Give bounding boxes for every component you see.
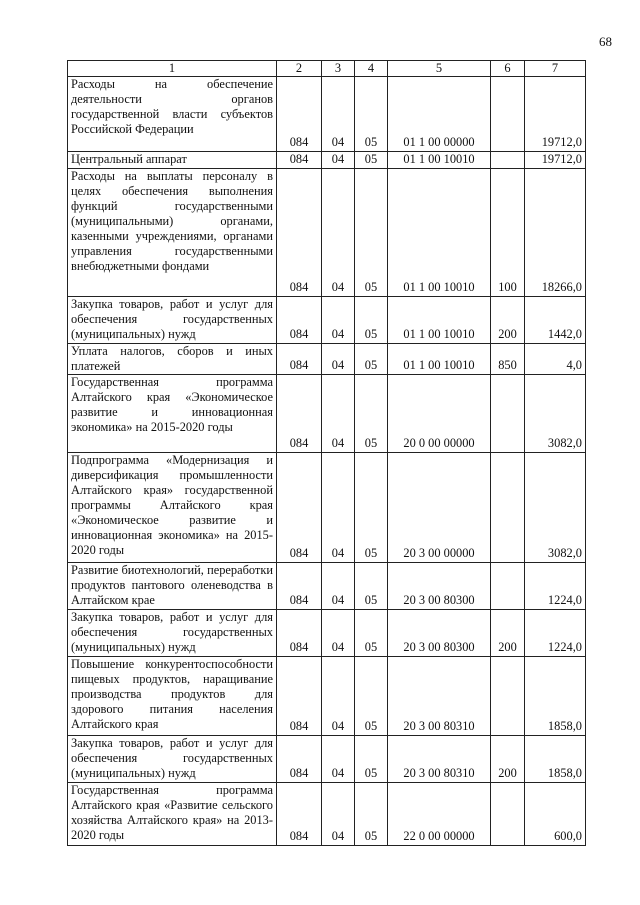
row-name: Центральный аппарат (68, 152, 277, 169)
subsection-code: 05 (355, 563, 388, 610)
expense-type-code (491, 375, 525, 453)
row-name: Расходы на обеспечение деятельности органов государственной власти субъектов Российской Федерации (68, 77, 277, 152)
ministry-code: 084 (277, 610, 322, 657)
amount: 1224,0 (525, 610, 586, 657)
subsection-code: 05 (355, 610, 388, 657)
ministry-code: 084 (277, 375, 322, 453)
expense-type-code: 100 (491, 169, 525, 297)
target-article-code: 20 3 00 80300 (388, 563, 491, 610)
ministry-code: 084 (277, 657, 322, 736)
page-number: 68 (599, 34, 612, 49)
target-article-code: 20 3 00 80310 (388, 657, 491, 736)
subsection-code: 05 (355, 77, 388, 152)
table-row (68, 297, 586, 344)
target-article-code: 01 1 00 10010 (388, 152, 491, 169)
row-name: Закупка товаров, работ и услуг для обеспечения государственных (муниципальных) нужд (68, 610, 277, 657)
table-row (68, 375, 586, 453)
subsection-code: 05 (355, 375, 388, 453)
subsection-code: 05 (355, 453, 388, 563)
column-header: 7 (525, 61, 586, 77)
subsection-code: 05 (355, 736, 388, 783)
target-article-code: 01 1 00 00000 (388, 77, 491, 152)
expense-type-code: 200 (491, 610, 525, 657)
section-code: 04 (322, 657, 355, 736)
target-article-code: 20 3 00 80310 (388, 736, 491, 783)
target-article-code: 01 1 00 10010 (388, 344, 491, 375)
section-code: 04 (322, 77, 355, 152)
subsection-code: 05 (355, 344, 388, 375)
column-header: 5 (388, 61, 491, 77)
budget-table (67, 60, 586, 846)
subsection-code: 05 (355, 657, 388, 736)
expense-type-code (491, 563, 525, 610)
target-article-code: 22 0 00 00000 (388, 783, 491, 846)
row-name: Закупка товаров, работ и услуг для обеспечения государственных (муниципальных) нужд (68, 736, 277, 783)
section-code: 04 (322, 610, 355, 657)
table-row (68, 453, 586, 563)
expense-type-code (491, 77, 525, 152)
row-name: Развитие биотехнологий, переработки продуктов пантового оленеводства в Алтайском крае (68, 563, 277, 610)
amount: 3082,0 (525, 453, 586, 563)
ministry-code: 084 (277, 77, 322, 152)
ministry-code: 084 (277, 453, 322, 563)
section-code: 04 (322, 169, 355, 297)
row-name: Подпрограмма «Модернизация и диверсификация промышленности Алтайского края» государственной программы Алтайского края «Экономическое развитие и инновационная экономика» на 2015-2020 годы (68, 453, 277, 563)
table-row (68, 563, 586, 610)
target-article-code: 20 3 00 80300 (388, 610, 491, 657)
expense-type-code: 200 (491, 297, 525, 344)
row-name: Закупка товаров, работ и услуг для обеспечения государственных (муниципальных) нужд (68, 297, 277, 344)
row-name: Повышение конкурентоспособности пищевых продуктов, наращивание производства продуктов для здорового питания населения Алтайского края (68, 657, 277, 736)
amount: 1224,0 (525, 563, 586, 610)
section-code: 04 (322, 152, 355, 169)
subsection-code: 05 (355, 783, 388, 846)
expense-type-code (491, 152, 525, 169)
table-row (68, 169, 586, 297)
expense-type-code (491, 657, 525, 736)
row-name: Расходы на выплаты персоналу в целях обеспечения выполнения функций государственными (муниципальными) органами, казенными учреждениями, органами управления государственными внебюджетными фондами (68, 169, 277, 297)
row-name: Государственная программа Алтайского края «Экономическое развитие и инновационная экономика» на 2015-2020 годы (68, 375, 277, 453)
amount: 600,0 (525, 783, 586, 846)
amount: 19712,0 (525, 77, 586, 152)
target-article-code: 01 1 00 10010 (388, 169, 491, 297)
ministry-code: 084 (277, 783, 322, 846)
column-header: 6 (491, 61, 525, 77)
section-code: 04 (322, 297, 355, 344)
target-article-code: 20 0 00 00000 (388, 375, 491, 453)
ministry-code: 084 (277, 736, 322, 783)
ministry-code: 084 (277, 563, 322, 610)
target-article-code: 01 1 00 10010 (388, 297, 491, 344)
amount: 4,0 (525, 344, 586, 375)
column-header: 4 (355, 61, 388, 77)
subsection-code: 05 (355, 152, 388, 169)
amount: 1858,0 (525, 736, 586, 783)
subsection-code: 05 (355, 297, 388, 344)
section-code: 04 (322, 563, 355, 610)
table-row (68, 610, 586, 657)
row-name: Уплата налогов, сборов и иных платежей (68, 344, 277, 375)
section-code: 04 (322, 783, 355, 846)
ministry-code: 084 (277, 297, 322, 344)
expense-type-code: 200 (491, 736, 525, 783)
expense-type-code (491, 453, 525, 563)
subsection-code: 05 (355, 169, 388, 297)
ministry-code: 084 (277, 152, 322, 169)
table-row (68, 783, 586, 846)
amount: 18266,0 (525, 169, 586, 297)
amount: 1858,0 (525, 657, 586, 736)
section-code: 04 (322, 736, 355, 783)
table-row (68, 77, 586, 152)
expense-type-code (491, 783, 525, 846)
ministry-code: 084 (277, 344, 322, 375)
expense-type-code: 850 (491, 344, 525, 375)
amount: 3082,0 (525, 375, 586, 453)
table-row (68, 736, 586, 783)
amount: 1442,0 (525, 297, 586, 344)
column-header: 2 (277, 61, 322, 77)
table-row (68, 657, 586, 736)
amount: 19712,0 (525, 152, 586, 169)
column-header: 1 (68, 61, 277, 77)
section-code: 04 (322, 453, 355, 563)
header-row (68, 61, 586, 77)
ministry-code: 084 (277, 169, 322, 297)
column-header: 3 (322, 61, 355, 77)
table-row (68, 344, 586, 375)
row-name: Государственная программа Алтайского края «Развитие сельского хозяйства Алтайского края» на 2013-2020 годы (68, 783, 277, 846)
table-row (68, 152, 586, 169)
section-code: 04 (322, 375, 355, 453)
section-code: 04 (322, 344, 355, 375)
target-article-code: 20 3 00 00000 (388, 453, 491, 563)
